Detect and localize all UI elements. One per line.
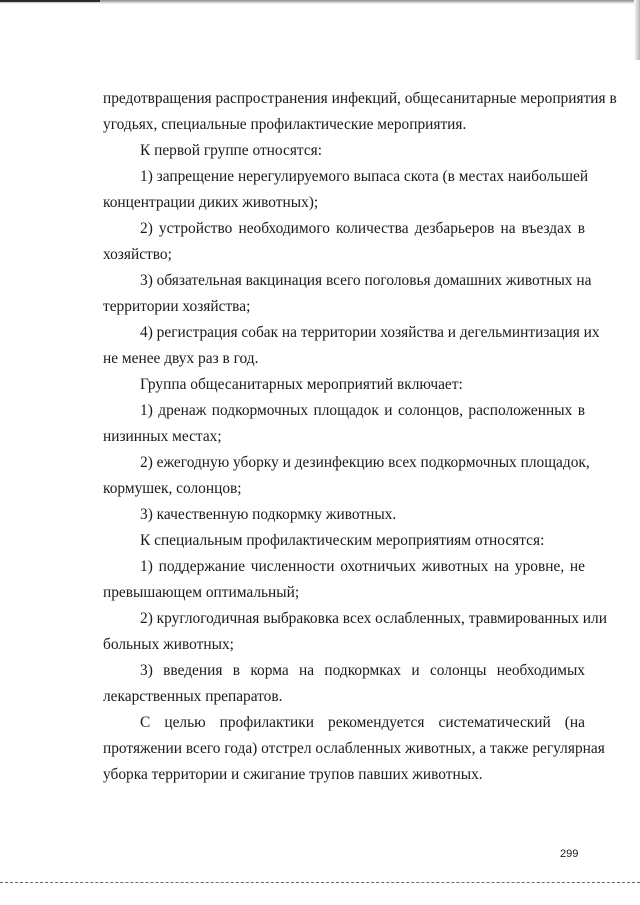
- text-line: предотвращения распространения инфекций, общесанитарные мероприятия в: [103, 90, 617, 107]
- text-line: превышающем оптимальный;: [103, 584, 300, 601]
- list-item-text: 1) дренаж подкормочных площадок и солонцов, расположенных в: [140, 402, 585, 419]
- text-line: уборка территории и сжигание трупов павших животных.: [103, 766, 483, 783]
- scan-edge-right: [634, 0, 640, 60]
- list-item-text: 3) введения в корма на подкормках и солонцы необходимых: [140, 662, 585, 679]
- text-line: концентрации диких животных);: [103, 194, 319, 211]
- text-line: хозяйство;: [103, 246, 172, 263]
- page-number: 299: [560, 848, 579, 860]
- text-line: протяжении всего года) отстрел ослабленных животных, а также регулярная: [103, 740, 605, 757]
- text-line: лекарственных препаратов.: [103, 688, 283, 705]
- text-line: не менее двух раз в год.: [103, 350, 259, 367]
- text-line: кормушек, солонцов;: [103, 480, 242, 497]
- section-heading-sanitary: Группа общесанитарных мероприятий включает:: [140, 376, 463, 393]
- text-line: угодьях, специальные профилактические мероприятия.: [103, 116, 467, 133]
- section-heading-first-group: К первой группе относятся:: [140, 142, 323, 159]
- list-item-text: 1) запрещение нерегулируемого выпаса скота (в местах наибольшей: [140, 168, 589, 185]
- section-heading-special: К специальным профилактическим мероприятиям относятся:: [140, 532, 545, 549]
- text-line: низинных местах;: [103, 428, 222, 445]
- list-item-text: 2) ежегодную уборку и дезинфекцию всех подкормочных площадок,: [140, 454, 590, 471]
- scan-edge-mark: [0, 0, 100, 2]
- list-item-text: 2) круглогодичная выбраковка всех ослабленных, травмированных или: [140, 610, 607, 627]
- list-item-text: 3) обязательная вакцинация всего поголовья домашних животных на: [140, 272, 592, 289]
- text-line: территории хозяйства;: [103, 298, 251, 315]
- list-item-text: 1) поддержание численности охотничьих животных на уровне, не: [140, 558, 585, 575]
- list-item-text: 2) устройство необходимого количества дезбарьеров на въездах в: [140, 220, 585, 237]
- list-item-text: 4) регистрация собак на территории хозяйства и дегельминтизация их: [140, 324, 600, 341]
- document-body: [103, 86, 617, 788]
- paragraph-text: С целью профилактики рекомендуется систематический (на: [140, 714, 585, 731]
- scan-edge-bottom: [0, 882, 640, 887]
- text-line: больных животных;: [103, 636, 234, 653]
- list-item-text: 3) качественную подкормку животных.: [140, 506, 397, 523]
